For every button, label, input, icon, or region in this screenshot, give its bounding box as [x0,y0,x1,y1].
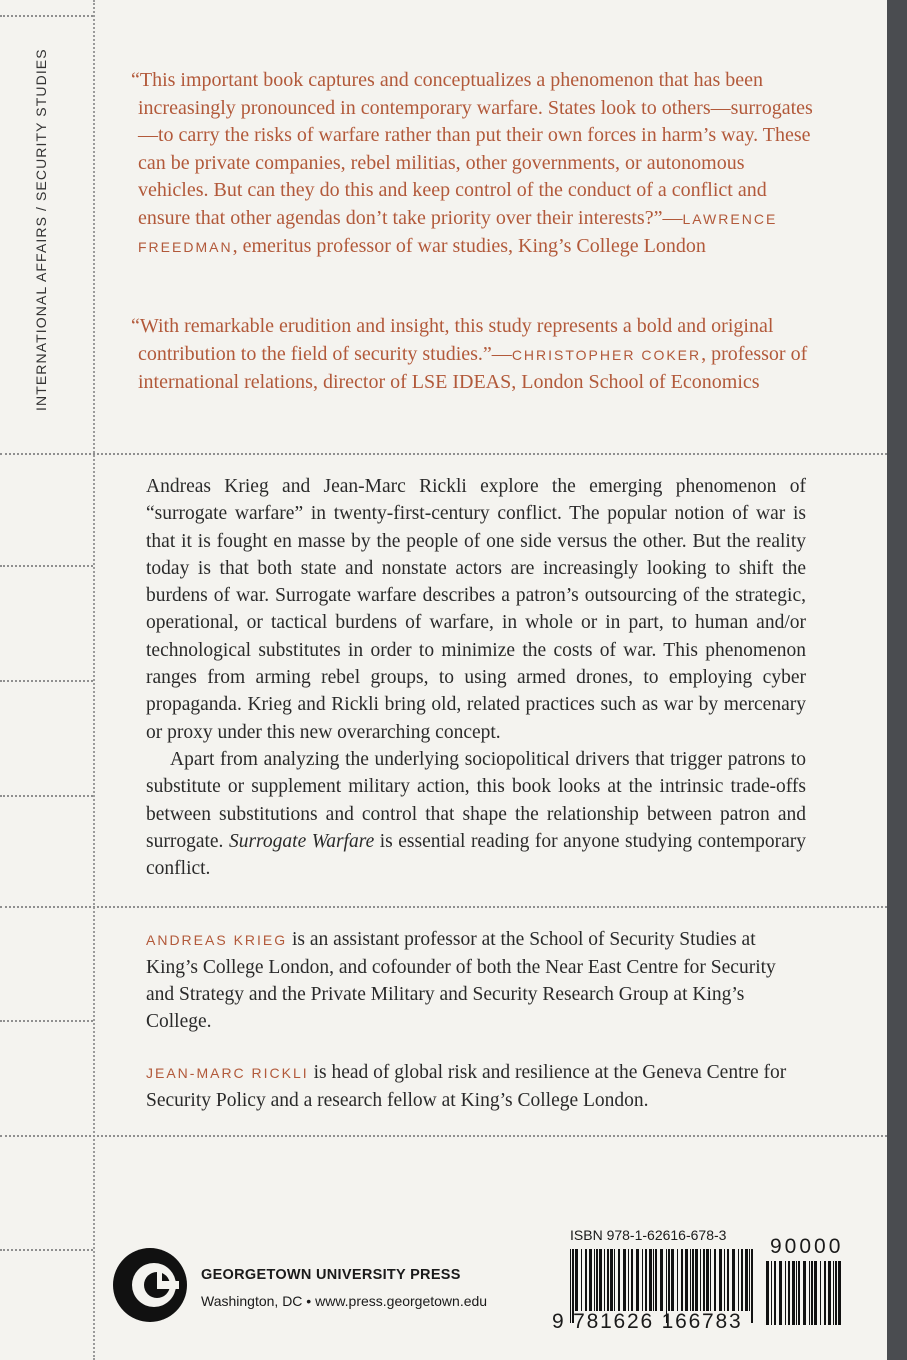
edge-tick-rule [0,1020,93,1022]
edge-tick-rule [0,1249,93,1251]
blurb-freedman [131,67,818,262]
ean-digits: 9 781626 166783 [552,1310,743,1333]
blurb-coker [131,313,818,397]
edge-tick-rule [0,795,93,797]
price-code: 90000 [770,1235,844,1258]
edge-tick-rule [0,680,93,682]
blurb-affiliation: , emeritus professor of war studies, King’s College London [232,235,706,257]
book-title: Surrogate Warfare [228,830,375,852]
isbn-number: ISBN 978-1-62616-678-3 [570,1227,727,1243]
publisher-name: GEORGETOWN UNIVERSITY PRESS [201,1267,461,1283]
author-bio-text: is head of global risk and resilience at the Geneva Centre for Security Policy and a research fellow at King’s College London. [146,1062,787,1111]
dark-edge-strip [887,0,907,1360]
series-label: INTERNATIONAL AFFAIRS / SECURITY STUDIES [33,48,49,411]
vertical-dotted-rule [93,0,95,1360]
blurb-affiliation: , professor of international relations, director of LSE IDEAS, London School of Economics [138,342,808,393]
description-paragraph: Andreas Krieg and Jean-Marc Rickli explore the emerging phenomenon of “surrogate warfare” in twenty-first-century conflict. The popular notion of war is that it is fought en masse by the people of one side versus the other. But the reality today is that both state and nonstate actors are increasingly looking to shift the burdens of war. Surrogate warfare describes a patron’s outsourcing of the strategic, operational, or tactical burdens of warfare, in whole or in part, to human and/or technological substitutes in order to minimize the costs of war. This phenomenon ranges from arming rebel groups, to using armed drones, to employing cyber propaganda. Krieg and Rickli bring old, related practices such as war by mercenary or proxy under this new overarching concept. [146,476,806,743]
section-divider [0,906,887,908]
description-text: is essential reading for anyone studying contemporary conflict. [146,830,806,880]
author-name: JEAN-MARC RICKLI [146,1065,309,1081]
author-bio-rickli [146,1059,806,1114]
author-bio-krieg [146,926,806,1035]
description-text: Apart from analyzing the underlying sociopolitical drivers that trigger patrons to substitute or supplement military action, this book looks at the intrinsic trade-offs between substitutions and control that shape the relationship between patron and surrogate. [146,748,806,852]
blurb-author: LAWRENCE FREEDMAN [138,210,778,255]
publisher-block [112,1247,532,1327]
price-barcode-bars [766,1261,848,1327]
edge-tick-rule [0,565,93,567]
section-divider [0,453,887,455]
georgetown-logo-icon [112,1247,188,1323]
author-bio-text: is an assistant professor at the School of Security Studies at King’s College London, and cofounder of both the Near East Centre for Security and Strategy and the Private Military and Security Research Group at King’s College. [146,929,776,1032]
isbn-barcode [552,1225,852,1345]
description-paragraph [146,746,806,882]
book-description [146,473,806,882]
edge-tick-rule [0,15,93,17]
blurb-author: CHRISTOPHER COKER [511,346,702,363]
publisher-location: Washington, DC • www.press.georgetown.edu [201,1293,488,1309]
blurb-quote: “With remarkable erudition and insight, this study represents a bold and original contribution to the field of security studies.”— [131,315,774,365]
blurb-quote: “This important book captures and conceptualizes a phenomenon that has been increasingly pronounced in contemporary warfare. States look to others—surrogates—to carry the risks of warfare rather than put their own forces in harm’s way. These can be private companies, rebel militias, other governments, or autonomous vehicles. But can they do this and keep control of the conduct of a conflict and ensure that other agendas don’t take priority over their interests?”— [131,69,813,229]
section-divider [0,1135,887,1137]
author-name: ANDREAS KRIEG [146,932,288,948]
